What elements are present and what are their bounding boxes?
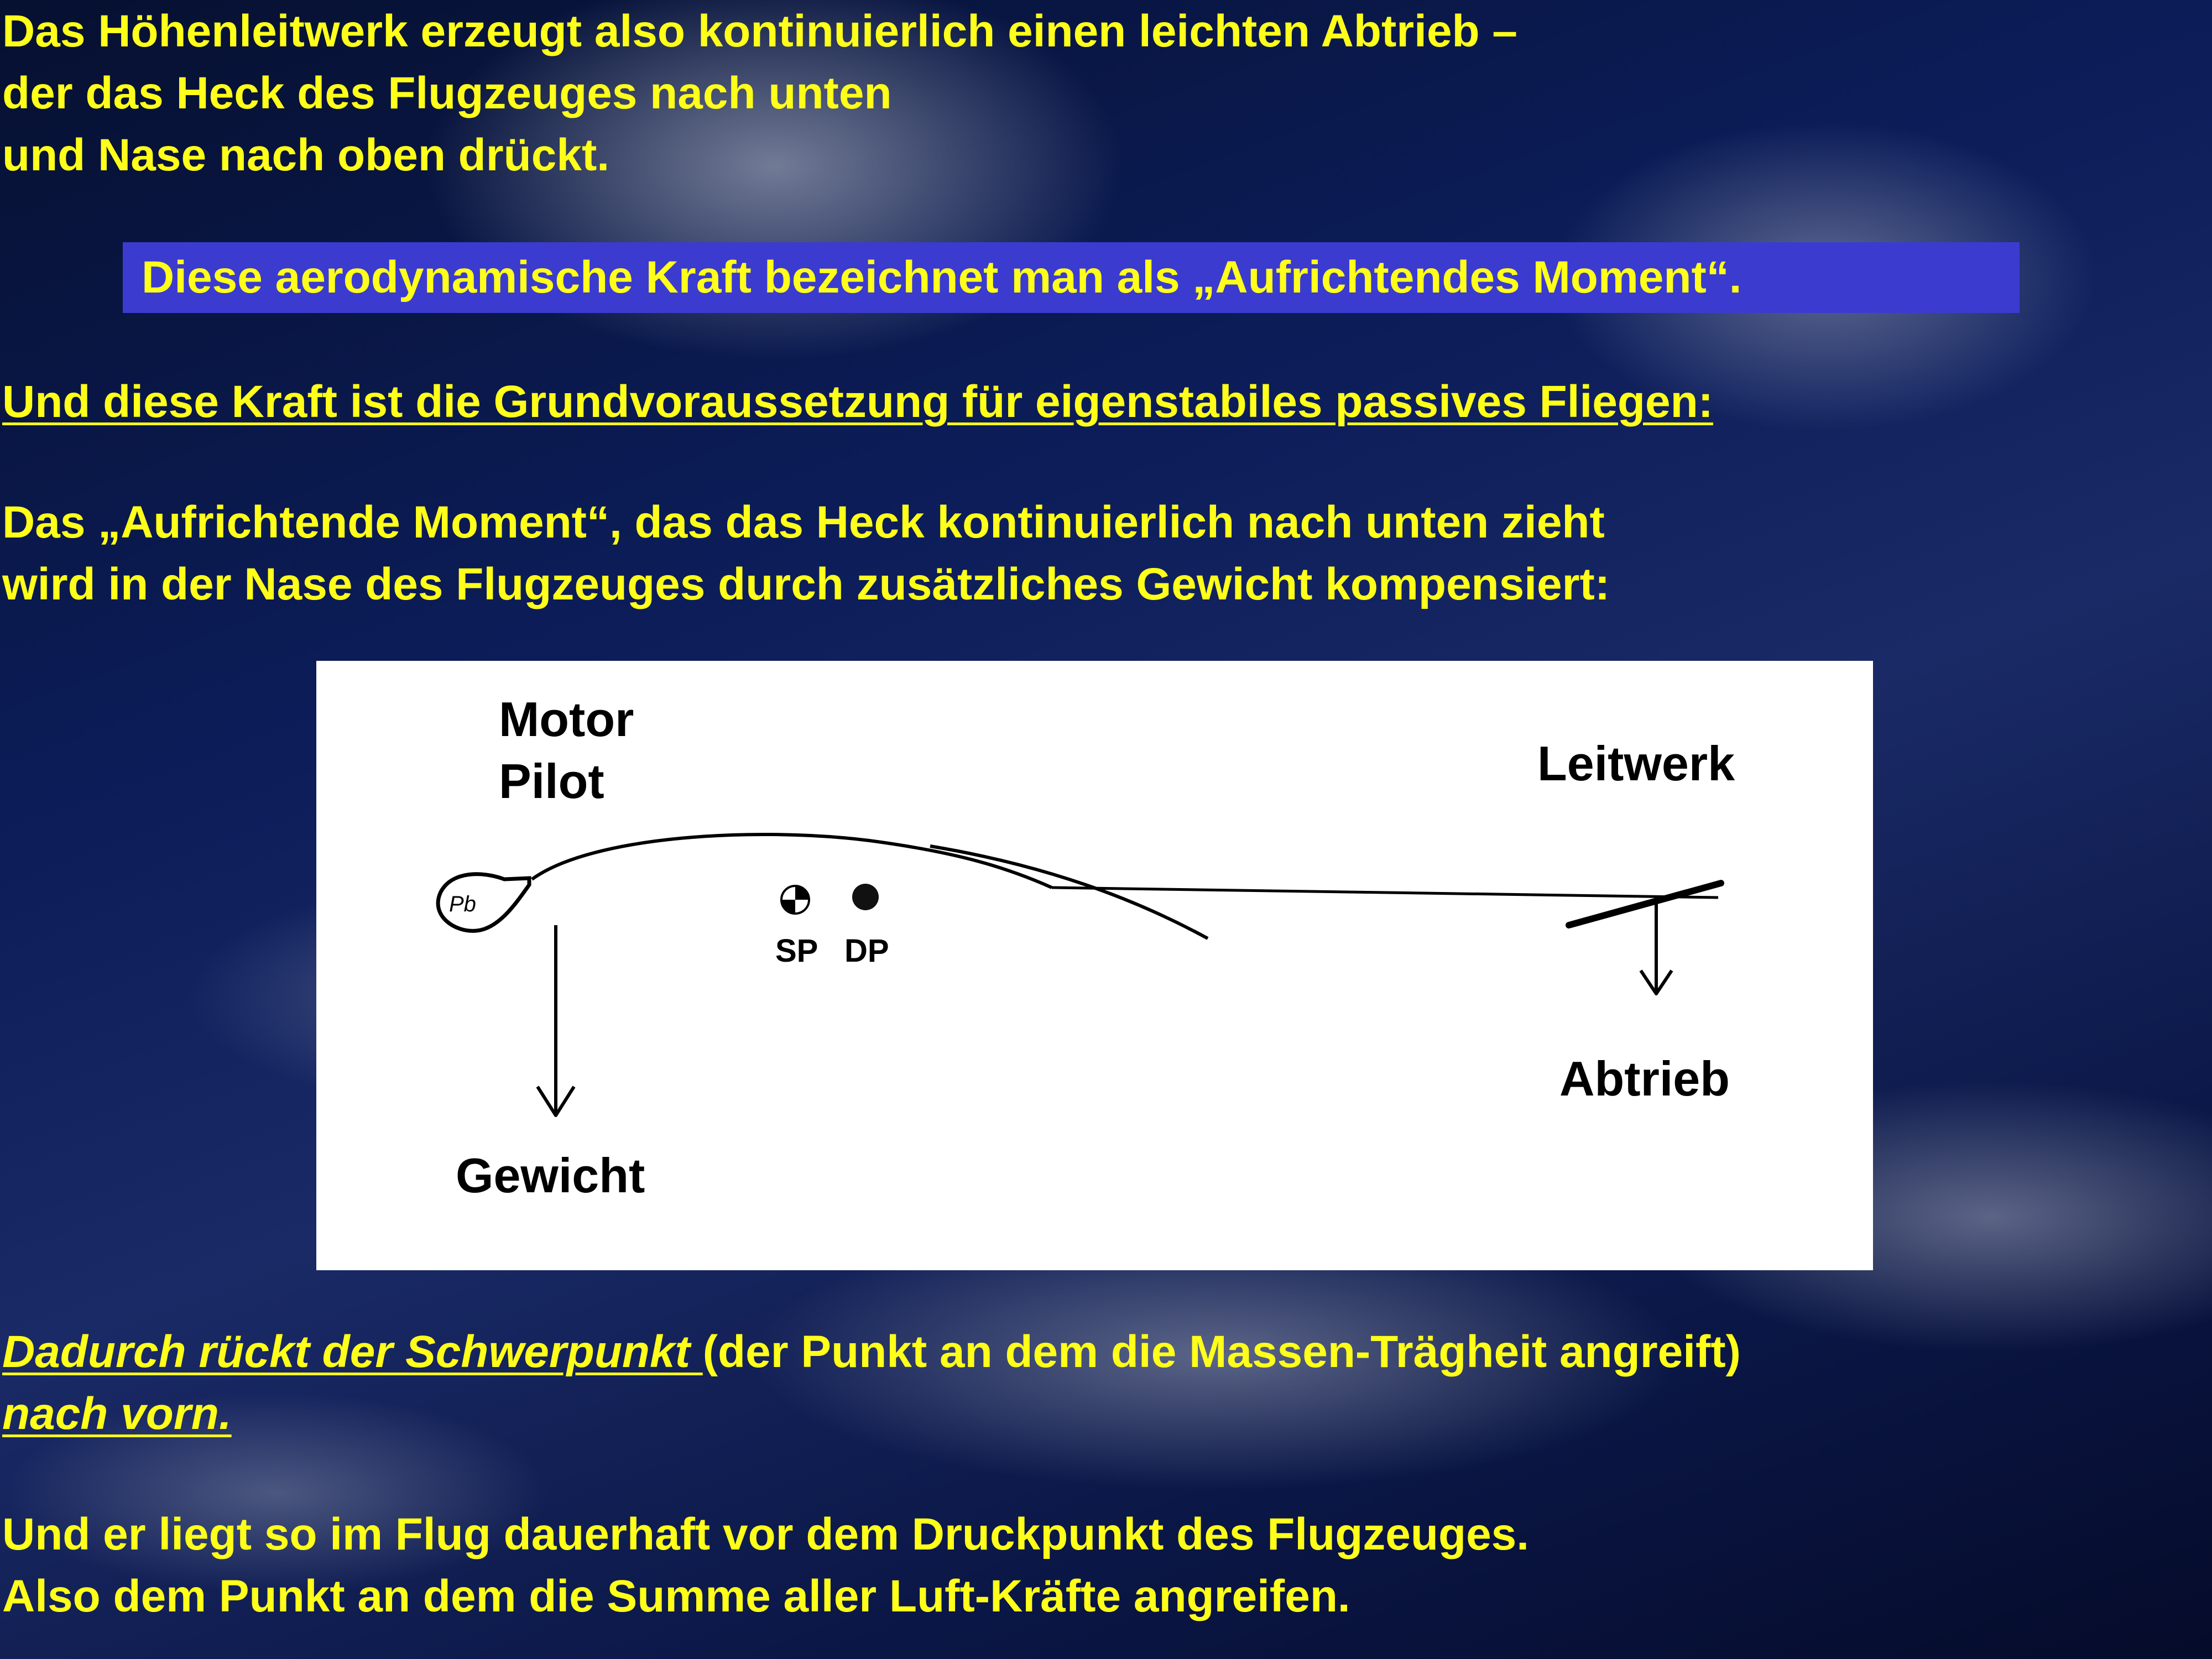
label-abtrieb: Abtrieb <box>1559 1051 1730 1106</box>
intro-line-1: Das Höhenleitwerk erzeugt also kontinuierlich einen leichten Abtrieb – <box>2 6 1518 56</box>
closing-line-1: Und er liegt so im Flug dauerhaft vor dem Druckpunkt des Flugzeuges. <box>2 1509 1530 1559</box>
label-motor: Motor <box>499 692 634 747</box>
intro-line-2: der das Heck des Flugzeuges nach unten <box>2 68 892 118</box>
tail-boom-line <box>1052 888 1718 898</box>
horizontal-stabilizer <box>1569 883 1721 925</box>
closing-line-2: Also dem Punkt an dem die Summe aller Luft-Kräfte angreifen. <box>2 1571 1350 1621</box>
center-of-gravity-icon <box>781 886 809 914</box>
explanation-line-2: wird in der Nase des Flugzeuges durch zusätzliches Gewicht kompensiert: <box>2 559 1610 609</box>
fuselage-top-line <box>532 834 1052 888</box>
label-dp: DP <box>844 933 889 969</box>
center-of-pressure-icon <box>852 884 879 910</box>
conclusion-line-2: nach vorn. <box>2 1389 232 1439</box>
nose-lead-mark: Pb <box>449 892 476 916</box>
stability-heading: Und diese Kraft ist die Grundvoraussetzung für eigenstabiles passives Fliegen: <box>2 377 1713 427</box>
intro-line-3: und Nase nach oben drückt. <box>2 130 610 180</box>
aircraft-diagram <box>316 661 1873 1270</box>
highlight-box: Diese aerodynamische Kraft bezeichnet man als „Aufrichtendes Moment“. <box>123 242 2020 313</box>
conclusion-emphasis: Dadurch rückt der Schwerpunkt <box>2 1327 703 1377</box>
label-leitwerk: Leitwerk <box>1537 736 1735 791</box>
label-gewicht: Gewicht <box>456 1148 645 1203</box>
explanation-line-1: Das „Aufrichtende Moment“, das das Heck kontinuierlich nach unten zieht <box>2 497 1605 547</box>
conclusion-parenthetical: (der Punkt an dem die Massen-Trägheit angreift) <box>702 1327 1741 1377</box>
conclusion-line-1 <box>2 1322 1741 1383</box>
label-sp: SP <box>775 933 818 969</box>
label-pilot: Pilot <box>499 754 604 808</box>
